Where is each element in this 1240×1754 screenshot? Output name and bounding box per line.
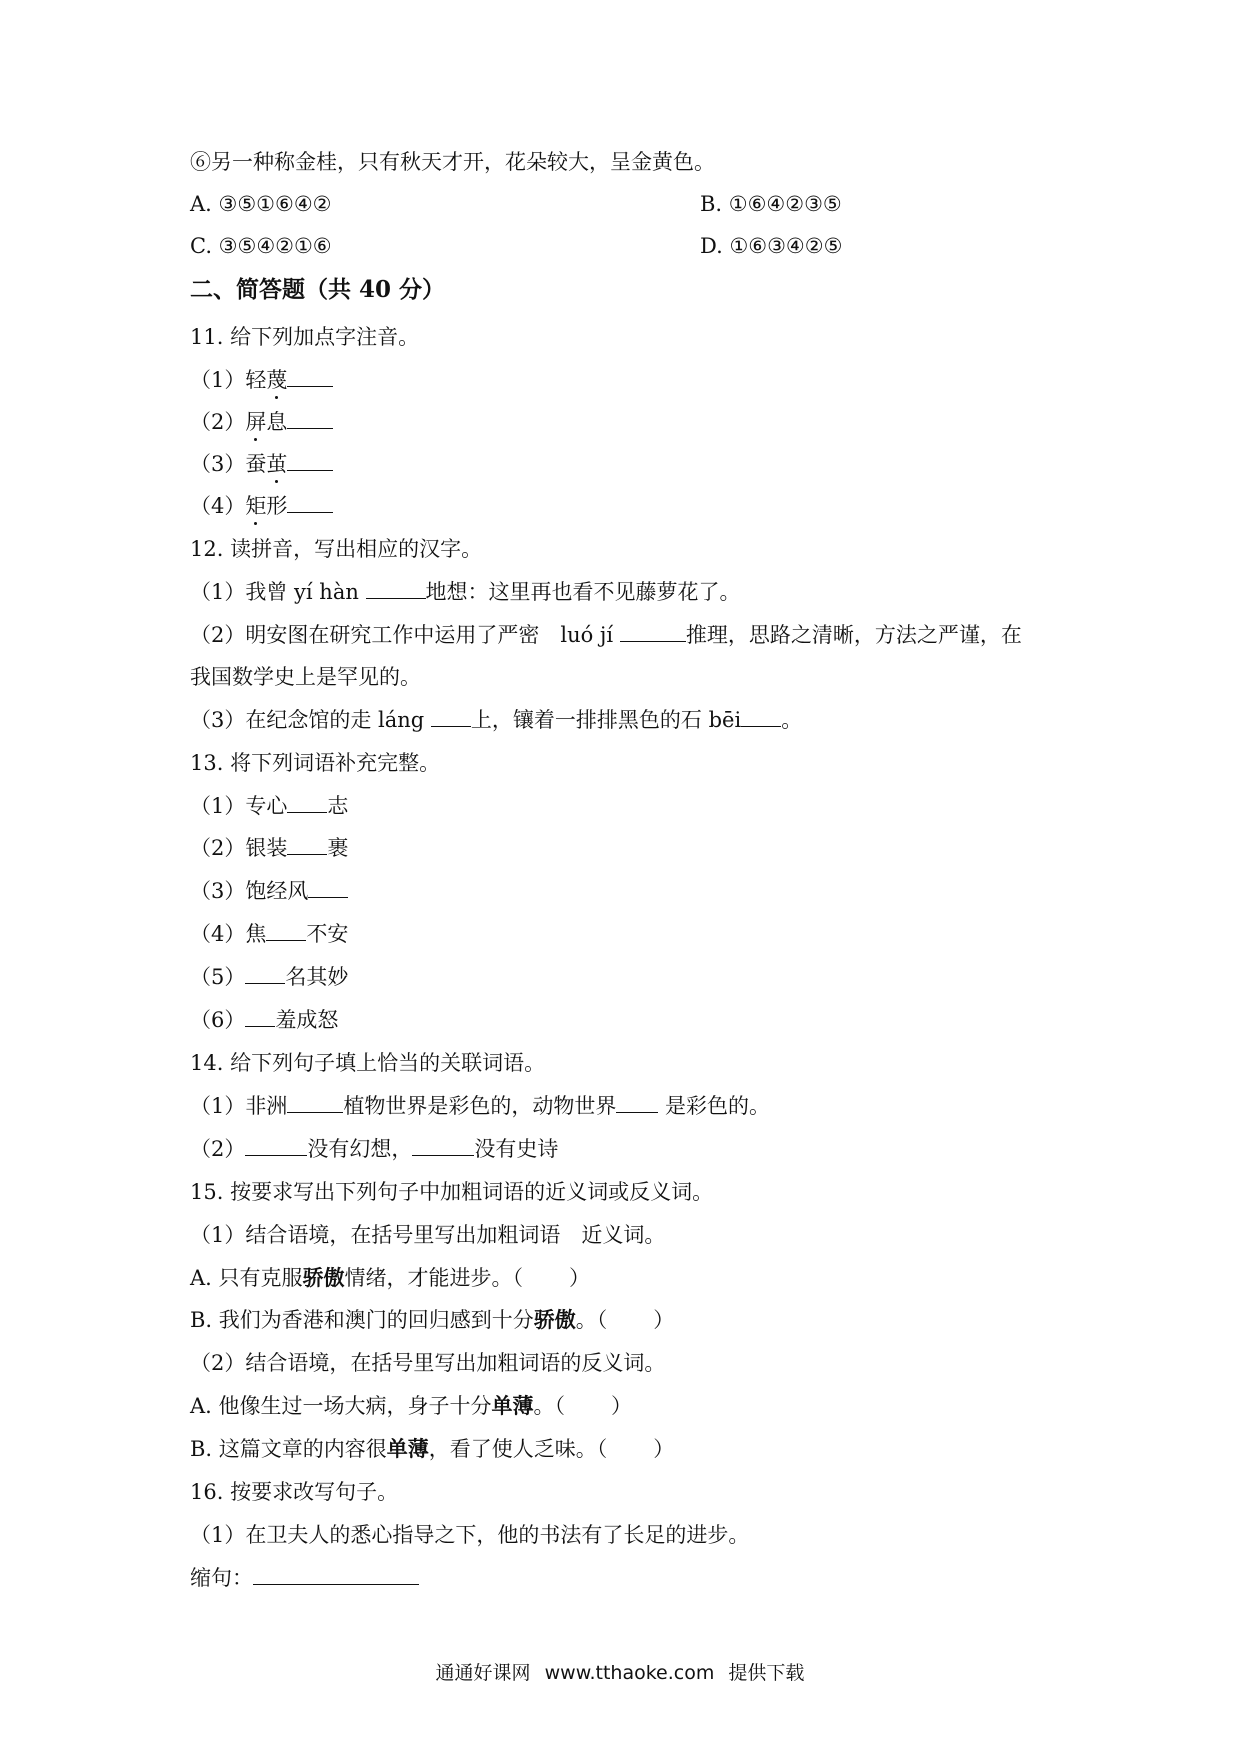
answer-blank[interactable]	[616, 1092, 658, 1113]
q16-stem: 16. 按要求改写句子。	[190, 1480, 399, 1504]
q14-item-2: （2） 没有幻想， 没有史诗	[190, 1137, 559, 1161]
answer-blank[interactable]	[366, 578, 426, 599]
q12-item-1: （1）我曾 yí hàn 地想：这里再也看不见藤萝花了。	[190, 580, 741, 604]
q11-item-2: （2）屏息	[190, 408, 333, 436]
q16-item-1: （1）在卫夫人的悉心指导之下，他的书法有了长足的进步。	[190, 1523, 750, 1547]
q12-stem: 12. 读拼音，写出相应的汉字。	[190, 537, 483, 561]
answer-blank[interactable]	[287, 408, 333, 429]
q10-option-c: C. ③⑤④②①⑥	[190, 234, 332, 258]
answer-blank[interactable]	[245, 963, 285, 984]
answer-blank[interactable]	[245, 1135, 307, 1156]
q13-item-1: （1）专心 志	[190, 794, 349, 818]
dotted-char: 蔑	[266, 368, 288, 392]
q14-stem: 14. 给下列句子填上恰当的关联词语。	[190, 1051, 546, 1075]
footer-url[interactable]: www.tthaoke.com	[544, 1662, 715, 1684]
answer-blank[interactable]	[287, 792, 327, 813]
q11-item-4: （4）矩形	[190, 492, 333, 520]
answer-blank[interactable]	[287, 366, 333, 387]
q10-option-a: A. ③⑤①⑥④②	[190, 192, 332, 216]
q13-item-4: （4）焦 不安	[190, 922, 349, 946]
answer-blank[interactable]	[287, 450, 333, 471]
dotted-char: 茧	[266, 452, 288, 476]
answer-blank[interactable]	[431, 706, 471, 727]
q11-item-1: （1）轻蔑	[190, 366, 333, 394]
dotted-char: 屏	[245, 410, 267, 434]
answer-blank[interactable]	[266, 920, 306, 941]
answer-blank[interactable]	[245, 1006, 275, 1027]
q12-item-2: （2）明安图在研究工作中运用了严密 luó jí 推理，思路之清晰，方法之严谨，在	[190, 623, 1022, 647]
q15-sub2-a: A. 他像生过一场大病，身子十分单薄。（ ）	[190, 1393, 633, 1418]
q15-sub1-a: A. 只有克服骄傲情绪，才能进步。（ ）	[190, 1265, 591, 1290]
q15-sub2-b: B. 这篇文章的内容很单薄，看了使人乏味。（ ）	[190, 1436, 675, 1461]
answer-blank[interactable]	[620, 621, 686, 642]
q11-item-3: （3）蚕茧	[190, 450, 333, 478]
q11-stem: 11. 给下列加点字注音。	[190, 325, 420, 349]
answer-blank[interactable]	[287, 492, 333, 513]
q13-item-6: （6） 羞成怒	[190, 1008, 339, 1032]
q13-item-5: （5） 名其妙	[190, 965, 349, 989]
q15-stem: 15. 按要求写出下列句子中加粗词语的近义词或反义词。	[190, 1180, 714, 1204]
q13-item-3: （3）饱经风	[190, 877, 348, 905]
footer-note: 提供下载	[728, 1662, 805, 1684]
q10-option-d: D. ①⑥③④②⑤	[700, 234, 843, 258]
q13-item-2: （2）银装 裹	[190, 836, 349, 860]
q16-shrink-line: 缩句：	[190, 1564, 419, 1592]
answer-blank[interactable]	[287, 1092, 343, 1113]
q12-item-2-cont: 我国数学史上是罕见的。	[190, 665, 421, 689]
q15-sub1-b: B. 我们为香港和澳门的回归感到十分骄傲。（ ）	[190, 1307, 675, 1332]
answer-blank[interactable]	[741, 706, 781, 727]
q13-stem: 13. 将下列词语补充完整。	[190, 751, 441, 775]
dotted-char: 矩	[245, 494, 267, 518]
q10-item-6: ⑥另一种称金桂，只有秋天才开，花朵较大，呈金黄色。	[190, 150, 715, 174]
answer-blank[interactable]	[308, 877, 348, 898]
q15-sub-1: （1）结合语境，在括号里写出加粗词语 近义词。	[190, 1223, 666, 1247]
q10-option-b: B. ①⑥④②③⑤	[700, 192, 842, 216]
page-footer	[0, 1658, 1240, 1685]
q15-sub-2: （2）结合语境，在括号里写出加粗词语的反义词。	[190, 1351, 666, 1375]
answer-blank[interactable]	[287, 834, 327, 855]
answer-blank[interactable]	[253, 1564, 419, 1585]
q14-item-1: （1）非洲 植物世界是彩色的，动物世界 是彩色的。	[190, 1094, 771, 1118]
answer-blank[interactable]	[412, 1135, 474, 1156]
footer-site-name: 通通好课网	[435, 1662, 531, 1684]
section-title: 二、简答题（共 40 分）	[190, 276, 446, 303]
q12-item-3: （3）在纪念馆的走 láng 上，镶着一排排黑色的石 bēi 。	[190, 708, 803, 732]
